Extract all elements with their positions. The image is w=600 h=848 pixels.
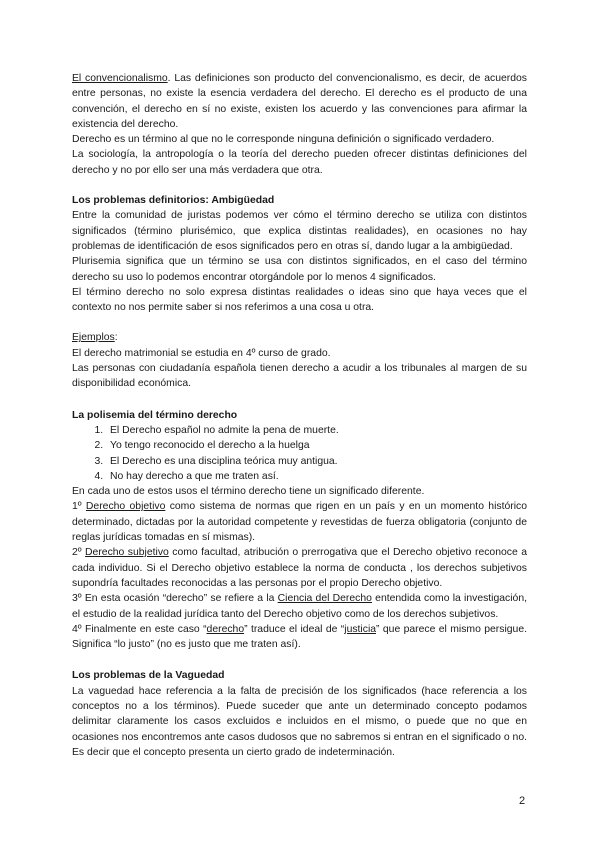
example-2: Las personas con ciudadanía española tienen derecho a acudir a los tribunales al margen de su disponibilidad económica. [72,363,527,390]
paragraph-justicia: 4º Finalmente en este caso “derecho” traduce el ideal de “justicia” que parece el mismo persigue. Significa “lo justo” (no es justo que me traten así). [72,623,527,651]
paragraph-contexto: El término derecho no solo expresa distintas realidades o ideas sino que haya veces que el contexto no nos permite saber si nos referimos a una cosa u otra. [72,286,527,314]
example-1: El derecho matrimonial se estudia en 4º curso de grado. [72,347,331,359]
polisemia-list [72,423,527,484]
paragraph-comunidad-juristas: Entre la comunidad de juristas podemos ver cómo el término derecho se utiliza con distintos significados (término plurisémico, que explica distintas realidades), en ocasiones no hay problemas de identificación de esos significados pero en otras sí, dando lugar a la ambigüedad. [72,210,527,252]
term-justicia: justicia [344,623,377,635]
term-derecho-objetivo: Derecho objetivo [85,501,166,513]
document-page [72,71,527,760]
list-item: 4. No hay derecho a que me traten así. [106,469,527,484]
paragraph-vaguedad: La vaguedad hace referencia a la falta de precisión de los significados (hace referencia a los conceptos no a los términos). Puede suceder que ante un determinado concepto podamos delimitar claramente los casos excluidos e incluidos en el mismo, o puede que no que en ocasiones nos encontremos ante casos dudosos que no sabremos si entran en el significado o no. Es decir que el concepto presenta un cierto grado de indeterminación. [72,685,527,758]
term-ciencia-derecho: Ciencia del Derecho [277,593,372,605]
term-derecho: derecho [206,623,245,635]
paragraph-ciencia-derecho: 3º En esta ocasión “derecho” se refiere a la Ciencia del Derecho entendida como la investigación, el estudio de la realidad jurídica tanto del Derecho objetivo como de los derechos subjetivos. [72,593,527,620]
paragraph-derecho-objetivo: 1º Derecho objetivo como sistema de normas que rigen en un país y en un momento histórico determinado, dictadas por la autoridad competente y revestidas de fuerza obligatoria (conjunto de reglas jurídicas tomadas en sí mismas). [72,501,528,544]
term-derecho-subjetivo: Derecho subjetivo [85,547,169,559]
list-item: 3. El Derecho es una disciplina teórica muy antigua. [106,454,527,469]
page-number: 2 [519,795,526,807]
ejemplos-label: Ejemplos: [72,332,118,344]
paragraph-plurisemia: Plurisemia significa que un término se usa con distintos significados, en el caso del término derecho su uso lo podemos encontrar otorgándole por lo menos 4 significados. [72,256,527,283]
list-item: 1. El Derecho español no admite la pena de muerte. [106,423,527,438]
paragraph-derecho-subjetivo: 2º Derecho subjetivo como facultad, atribución o prerrogativa que el Derecho objetivo reconoce a cada individuo. Si el Derecho objetivo establece la norma de conducta , los derechos subjetivos supondría facultades reconocidas a las personas por el propio Derecho objetivo. [72,547,527,589]
heading-polisemia: La polisemia del término derecho [72,409,238,421]
heading-vaguedad: Los problemas de la Vaguedad [72,670,225,682]
term-convencionalismo: El convencionalismo [72,73,168,84]
paragraph-significado-diferente: En cada uno de estos usos el término derecho tiene un significado diferente. [72,486,425,498]
ejemplos-term: Ejemplos [72,332,115,344]
paragraph-convencionalismo [72,71,527,132]
list-item: 2. Yo tengo reconocido el derecho a la huelga [106,438,527,453]
heading-ambiguedad: Los problemas definitorios: Ambigüedad [72,195,275,207]
paragraph-sociologia: La sociología, la antropología o la teoría del derecho pueden ofrecer distintas definiciones del derecho y no por ello ser una más verdadera que otra. [72,149,527,176]
paragraph-text: . Las definiciones son producto del convencionalismo, es decir, de acuerdos entre personas, no existe la esencia verdadera del derecho. El derecho es el producto de una convención, el derecho en sí no existe, existen los acuerdo y las convenciones para afirmar la existencia del derecho. [72,73,528,130]
paragraph-definicion: Derecho es un término al que no le corresponde ninguna definición o significado verdadero. [72,134,495,146]
